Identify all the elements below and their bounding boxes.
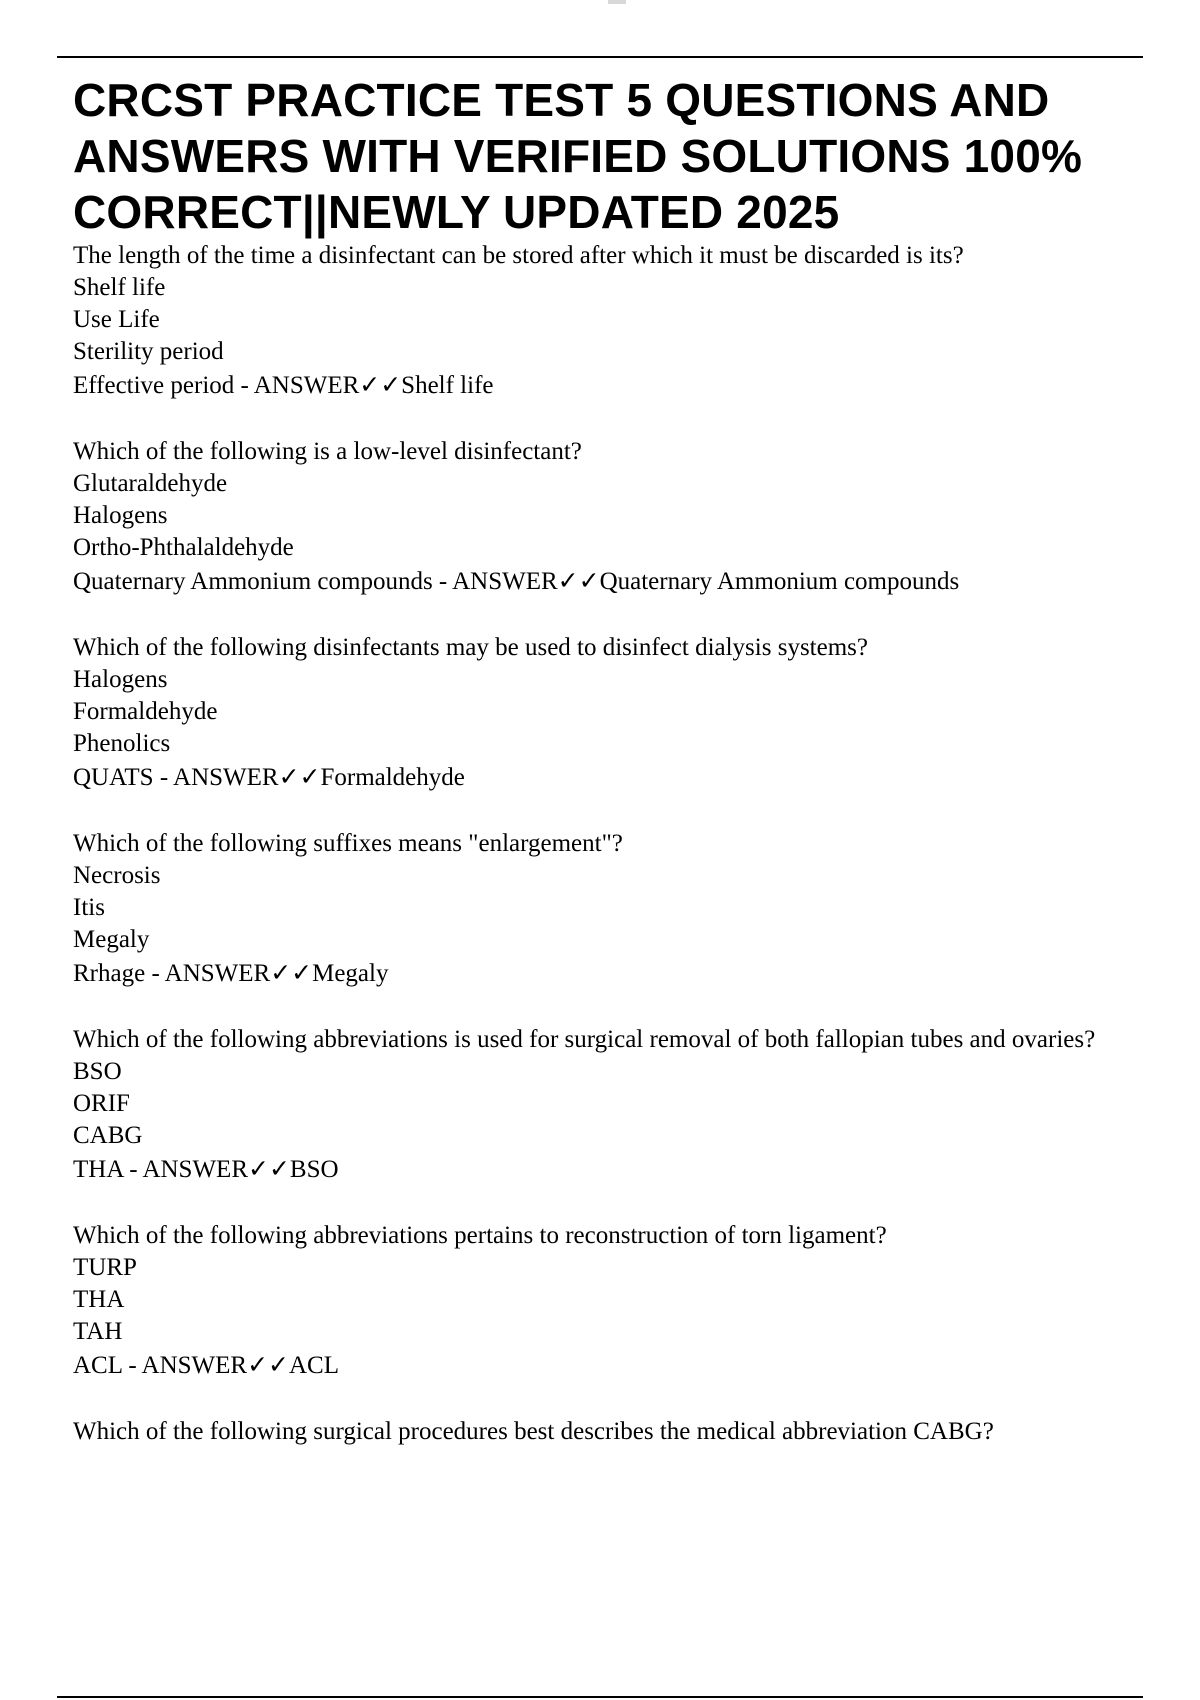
- question-block-2: [73, 436, 1139, 598]
- answer-line: Quaternary Ammonium compounds - ANSWER✓✓Quaternary Ammonium compounds: [73, 568, 960, 595]
- question-text: Which of the following is a low-level disinfectant?: [73, 438, 582, 465]
- answer-option: Phenolics: [73, 730, 171, 757]
- answer-option: Megaly: [73, 926, 150, 953]
- document-title: CRCST PRACTICE TEST 5 QUESTIONS AND ANSWERS WITH VERIFIED SOLUTIONS 100% CORRECT||NEWLY UPDATED 2025: [73, 74, 1083, 238]
- question-list: [73, 240, 1139, 1448]
- footer-rule: [57, 1696, 1143, 1698]
- answer-line: Effective period - ANSWER✓✓Shelf life: [73, 372, 494, 399]
- question-block-5: [73, 1024, 1139, 1186]
- answer-option: TAH: [73, 1318, 123, 1345]
- answer-option: Halogens: [73, 502, 168, 529]
- question-text: The length of the time a disinfectant can be stored after which it must be discarded is its?: [73, 242, 964, 269]
- document-body: [73, 72, 1139, 1448]
- answer-line: QUATS - ANSWER✓✓Formaldehyde: [73, 764, 465, 791]
- question-text: Which of the following abbreviations is used for surgical removal of both fallopian tubes and ovaries?: [73, 1026, 1096, 1053]
- answer-option: Itis: [73, 894, 105, 921]
- header-rule: [57, 56, 1143, 58]
- answer-option: Formaldehyde: [73, 698, 218, 725]
- answer-option: Use Life: [73, 306, 160, 333]
- answer-option: Ortho-Phthalaldehyde: [73, 534, 294, 561]
- question-block-3: [73, 632, 1139, 794]
- answer-line: Rrhage - ANSWER✓✓Megaly: [73, 960, 389, 987]
- answer-option: TURP: [73, 1254, 137, 1281]
- answer-option: ORIF: [73, 1090, 130, 1117]
- question-text: Which of the following surgical procedures best describes the medical abbreviation CABG?: [73, 1418, 994, 1445]
- question-block-7: [73, 1416, 1139, 1448]
- question-text: Which of the following suffixes means "enlargement"?: [73, 830, 623, 857]
- answer-option: Necrosis: [73, 862, 161, 889]
- question-block-4: [73, 828, 1139, 990]
- answer-line: THA - ANSWER✓✓BSO: [73, 1156, 339, 1183]
- answer-option: Sterility period: [73, 338, 224, 365]
- answer-option: BSO: [73, 1058, 122, 1085]
- answer-option: THA: [73, 1286, 125, 1313]
- question-block-6: [73, 1220, 1139, 1382]
- answer-option: Glutaraldehyde: [73, 470, 228, 497]
- answer-line: ACL - ANSWER✓✓ACL: [73, 1352, 339, 1379]
- page-top-marker: [608, 0, 626, 4]
- question-text: Which of the following disinfectants may be used to disinfect dialysis systems?: [73, 634, 868, 661]
- answer-option: Shelf life: [73, 274, 166, 301]
- question-block-1: [73, 240, 1139, 402]
- question-text: Which of the following abbreviations pertains to reconstruction of torn ligament?: [73, 1222, 887, 1249]
- answer-option: CABG: [73, 1122, 143, 1149]
- answer-option: Halogens: [73, 666, 168, 693]
